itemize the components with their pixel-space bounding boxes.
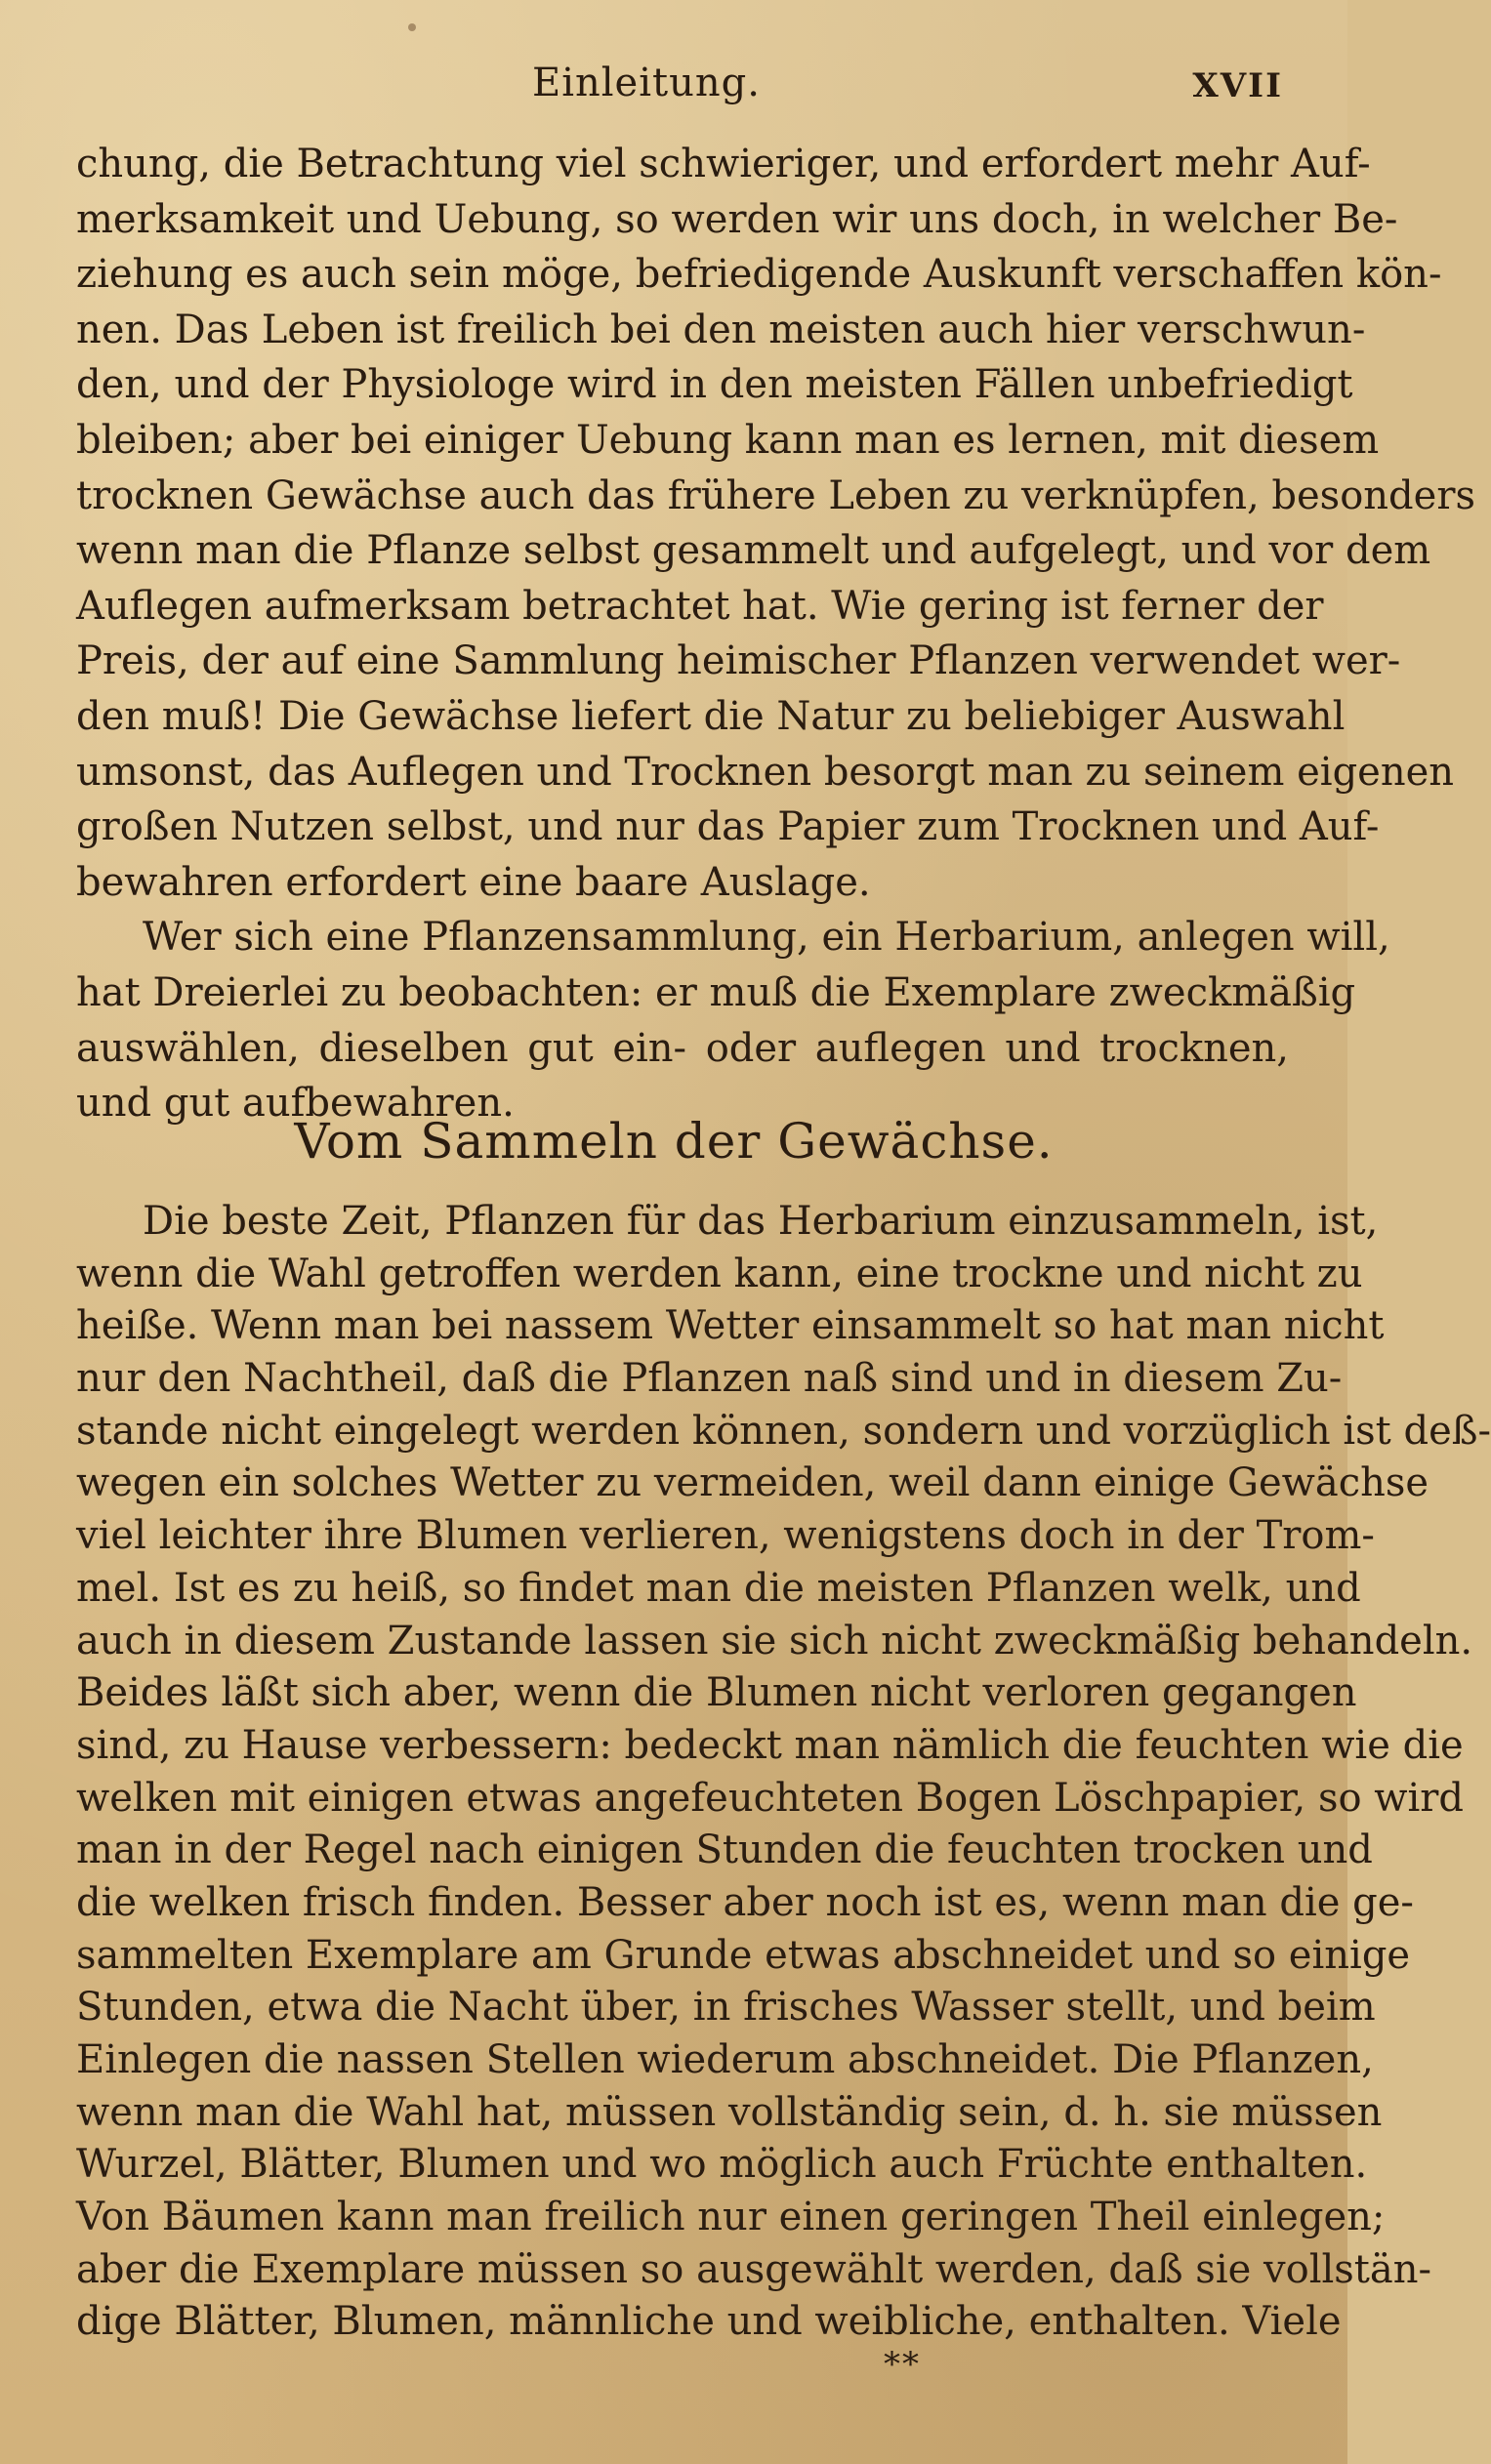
text-line: bleiben; aber bei einiger Uebung kann man es lernen, mit diesem bbox=[76, 417, 1380, 463]
text-line: hat Dreierlei zu beobachten: er muß die Exemplare zweckmäßig bbox=[76, 969, 1356, 1015]
text-line: und gut aufbewahren. bbox=[76, 1081, 515, 1127]
text-line: umsonst, das Auflegen und Trocknen besorgt man zu seinem eigenen bbox=[76, 749, 1455, 795]
page-number: XVII bbox=[1192, 66, 1283, 105]
text-line: auswählen, dieselben gut ein- oder auflegen und trocknen, bbox=[76, 1025, 1289, 1071]
text-line: Von Bäumen kann man freilich nur einen geringen Theil einlegen; bbox=[76, 2195, 1386, 2240]
text-line: die welken frisch finden. Besser aber noch ist es, wenn man die ge- bbox=[76, 1879, 1414, 1925]
text-line: sind, zu Hause verbessern: bedeckt man nämlich die feuchten wie die bbox=[76, 1722, 1464, 1768]
running-title: Einleitung. bbox=[532, 61, 761, 105]
text-line: den muß! Die Gewächse liefert die Natur zu beliebiger Auswahl bbox=[76, 693, 1346, 739]
text-line: welken mit einigen etwas angefeuchteten Bogen Löschpapier, so wird bbox=[76, 1775, 1465, 1821]
text-line: trocknen Gewächse auch das frühere Leben zu verknüpfen, besonders bbox=[76, 472, 1475, 518]
text-line: merksamkeit und Uebung, so werden wir uns doch, in welcher Be- bbox=[76, 196, 1398, 242]
ink-smudge bbox=[408, 23, 416, 31]
text-line: großen Nutzen selbst, und nur das Papier zum Trocknen und Auf- bbox=[76, 804, 1380, 850]
text-line: Stunden, etwa die Nacht über, in frisches Wasser stellt, und beim bbox=[76, 1985, 1376, 2031]
text-line: aber die Exemplare müssen so ausgewählt werden, daß sie vollstän- bbox=[76, 2246, 1432, 2292]
text-line: man in der Regel nach einigen Stunden die feuchten trocken und bbox=[76, 1827, 1373, 1873]
text-line: wenn man die Wahl hat, müssen vollständig sein, d. h. sie müssen bbox=[76, 2089, 1383, 2135]
text-line: Wurzel, Blätter, Blumen und wo möglich auch Früchte enthalten. bbox=[76, 2142, 1368, 2188]
text-line: stande nicht eingelegt werden können, sondern und vorzüglich ist deß- bbox=[76, 1408, 1491, 1454]
section-heading: Vom Sammeln der Gewächse. bbox=[294, 1113, 1054, 1170]
text-line: heiße. Wenn man bei nassem Wetter einsammelt so hat man nicht bbox=[76, 1303, 1385, 1349]
text-line: viel leichter ihre Blumen verlieren, wenigstens doch in der Trom- bbox=[76, 1513, 1375, 1559]
text-line: Einlegen die nassen Stellen wiederum abschneidet. Die Pflanzen, bbox=[76, 2037, 1374, 2082]
body-text-bottom bbox=[76, 1196, 1491, 2349]
body-text-top bbox=[76, 137, 1475, 1131]
text-line: ziehung es auch sein möge, befriedigende Auskunft verschaffen kön- bbox=[76, 252, 1442, 298]
text-line: Beides läßt sich aber, wenn die Blumen nicht verloren gegangen bbox=[76, 1670, 1357, 1716]
text-line: wenn man die Pflanze selbst gesammelt und aufgelegt, und vor dem bbox=[76, 528, 1431, 574]
text-line: nen. Das Leben ist freilich bei den meisten auch hier verschwun- bbox=[76, 307, 1366, 352]
text-line: Preis, der auf eine Sammlung heimischer Pflanzen verwendet wer- bbox=[76, 638, 1401, 684]
text-line: mel. Ist es zu heiß, so findet man die meisten Pflanzen welk, und bbox=[76, 1565, 1361, 1611]
text-line: bewahren erfordert eine baare Auslage. bbox=[76, 859, 871, 905]
text-line: Auflegen aufmerksam betrachtet hat. Wie gering ist ferner der bbox=[76, 583, 1324, 629]
text-line: dige Blätter, Blumen, männliche und weibliche, enthalten. Viele bbox=[76, 2299, 1342, 2345]
text-line: chung, die Betrachtung viel schwieriger, und erfordert mehr Auf- bbox=[76, 142, 1371, 186]
text-line: sammelten Exemplare am Grunde etwas abschneidet und so einige bbox=[76, 1932, 1411, 1978]
signature-mark: ** bbox=[884, 2345, 921, 2384]
text-line: wenn die Wahl getroffen werden kann, eine trockne und nicht zu bbox=[76, 1251, 1363, 1296]
text-line: Wer sich eine Pflanzensammlung, ein Herbarium, anlegen will, bbox=[143, 915, 1390, 961]
running-head bbox=[0, 61, 1347, 119]
text-line: den, und der Physiologe wird in den meisten Fällen unbefriedigt bbox=[76, 362, 1353, 408]
text-line: wegen ein solches Wetter zu vermeiden, weil dann einige Gewächse bbox=[76, 1460, 1429, 1506]
text-line: Die beste Zeit, Pflanzen für das Herbarium einzusammeln, ist, bbox=[143, 1199, 1379, 1244]
text-line: auch in diesem Zustande lassen sie sich nicht zweckmäßig behandeln. bbox=[76, 1618, 1473, 1663]
text-line: nur den Nachtheil, daß die Pflanzen naß sind und in diesem Zu- bbox=[76, 1356, 1343, 1402]
